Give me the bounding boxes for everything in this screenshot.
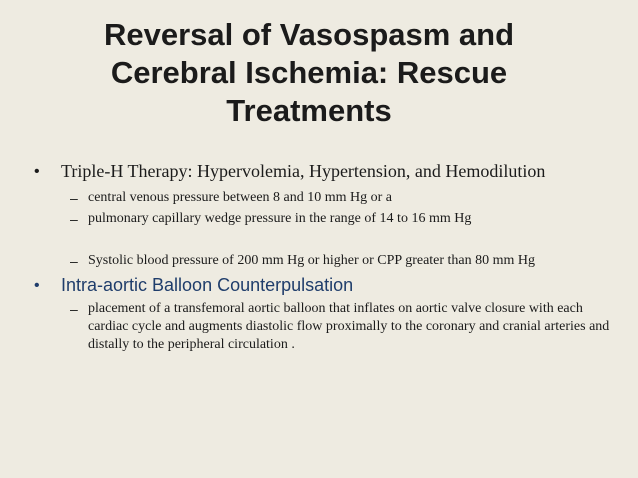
bullet-icon: • xyxy=(34,163,40,180)
sub-bullet-transfemoral-balloon xyxy=(61,300,618,354)
dash-icon: – xyxy=(70,190,78,206)
bullet-intra-aortic-balloon xyxy=(28,274,618,354)
dash-icon: – xyxy=(70,301,78,317)
bullet-icon: • xyxy=(34,277,40,294)
sub-bullet-text: Systolic blood pressure of 200 mm Hg or higher or CPP greater than 80 mm Hg xyxy=(88,253,536,268)
bullet-list xyxy=(28,160,618,354)
sub-bullet-list xyxy=(61,300,618,354)
sub-bullet-text: central venous pressure between 8 and 10 mm Hg or a xyxy=(88,190,393,205)
bullet-text: Intra-aortic Balloon Counterpulsation xyxy=(61,275,354,295)
dash-icon: – xyxy=(70,253,78,269)
sub-bullet-text: placement of a transfemoral aortic balloon that inflates on aortic valve closure with each cardiac cycle and augments diastolic flow proximally to the coronary and cranial arteries and distally to the peripheral circulation . xyxy=(88,301,610,352)
sub-bullet-systolic-blood-pressure xyxy=(61,252,618,270)
sub-bullet-list xyxy=(61,189,618,270)
sub-bullet-central-venous-pressure xyxy=(61,189,618,207)
bullet-text: Triple-H Therapy: Hypervolemia, Hypertension, and Hemodilution xyxy=(61,161,546,181)
dash-icon: – xyxy=(70,211,78,227)
bullet-triple-h-therapy xyxy=(28,160,618,270)
slide-title: Reversal of Vasospasm and Cerebral Ischemia: Rescue Treatments xyxy=(103,17,515,128)
sub-bullet-pulmonary-wedge-pressure xyxy=(61,210,618,228)
sub-bullet-text: pulmonary capillary wedge pressure in the range of 14 to 16 mm Hg xyxy=(88,211,472,226)
